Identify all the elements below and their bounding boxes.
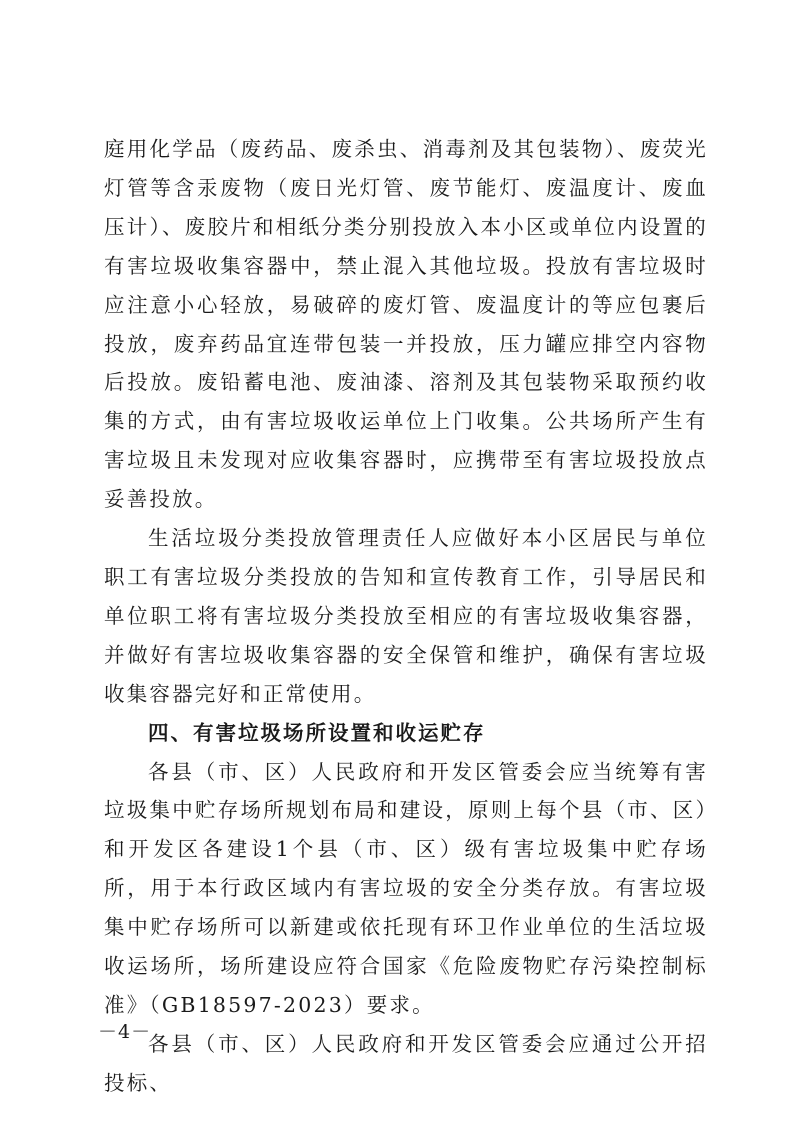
page-number: －4－ — [98, 1021, 152, 1043]
paragraph-storage-site: 各县（市、区）人民政府和开发区管委会应当统筹有害垃圾集中贮存场所规划布局和建设，原则上每个县（市、区）和开发区各建设1个县（市、区）级有害垃圾集中贮存场所，用于本行政区域内有害垃圾的安全分类存放。有害垃圾集中贮存场所可以新建或依托现有环卫作业单位的生活垃圾收运场所，场所建设应符合国家《危险废物贮存污染控制标准》（GB18597-2023）要求。 — [104, 759, 708, 1017]
paragraph-tendering: 各县（市、区）人民政府和开发区管委会应通过公开招投标、 — [104, 1031, 708, 1095]
section-heading: 四、有害垃圾场所设置和收运贮存 — [148, 720, 486, 745]
paragraph-management-responsibility: 生活垃圾分类投放管理责任人应做好本小区居民与单位职工有害垃圾分类投放的告知和宣传教育工作，引导居民和单位职工将有害垃圾分类投放至相应的有害垃圾收集容器，并做好有害垃圾收集容器的安全保管和维护，确保有害垃圾收集容器完好和正常使用。 — [104, 526, 708, 706]
document-body — [104, 130, 708, 1103]
paragraph-continuation: 庭用化学品（废药品、废杀虫、消毒剂及其包装物）、废荧光灯管等含汞废物（废日光灯管、废节能灯、废温度计、废血压计）、废胶片和相纸分类分别投放入本小区或单位内设置的有害垃圾收集容器中，禁止混入其他垃圾。投放有害垃圾时应注意小心轻放，易破碎的废灯管、废温度计的等应包裹后投放，废弃药品宜连带包装一并投放，压力罐应排空内容物后投放。废铅蓄电池、废油漆、溶剂及其包装物采取预约收集的方式，由有害垃圾收运单位上门收集。公共场所产生有害垃圾且未发现对应收集容器时，应携带至有害垃圾投放点妥善投放。 — [104, 137, 708, 512]
